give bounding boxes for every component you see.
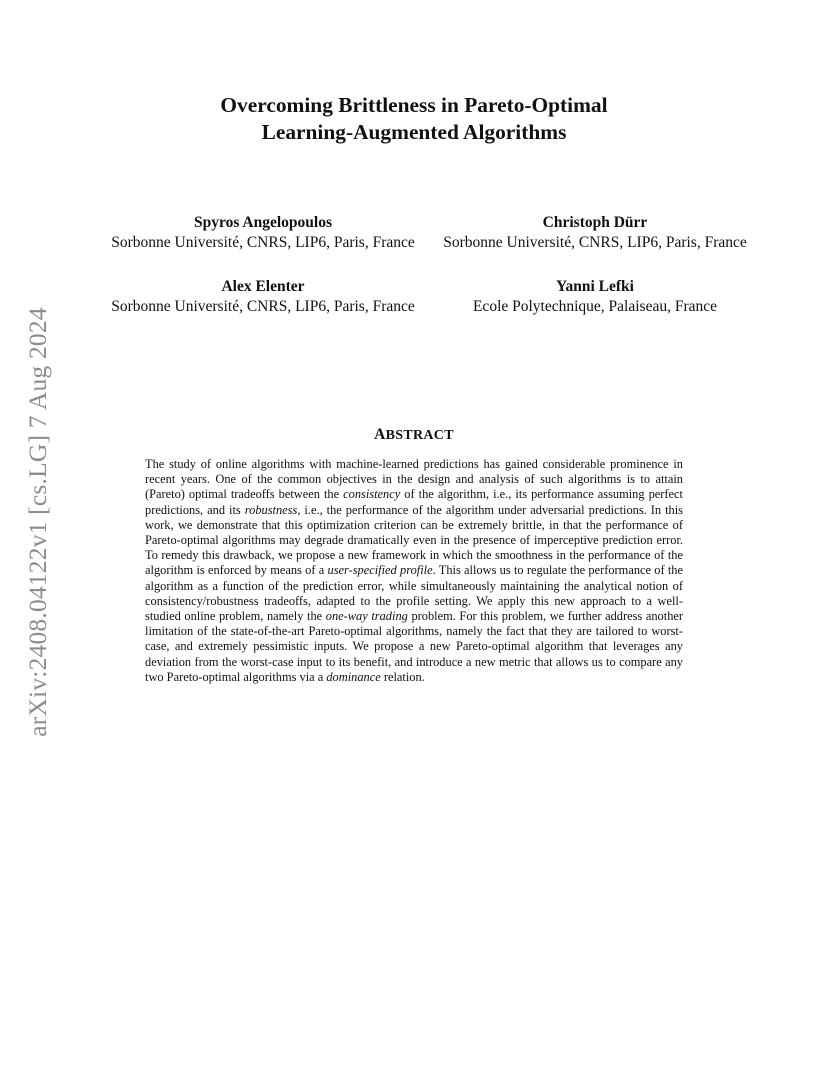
author-affiliation: Sorbonne Université, CNRS, LIP6, Paris, France bbox=[111, 298, 415, 315]
abstract-text: . This allows us to regulate the performance of the algorithm as a function of the prediction error, while simultaneously maintaining the analytical notion of consistency/robustness tradeoffs, adapted to the profile setting. We apply this new approach to a well-studied online problem, namely the bbox=[145, 563, 683, 624]
author-block-1 bbox=[98, 213, 428, 253]
abstract-paragraph bbox=[145, 457, 683, 685]
abstract-text: of the algorithm, i.e., its performance assuming perfect predictions, and its bbox=[145, 487, 683, 517]
abstract-text: relation. bbox=[380, 669, 425, 684]
abstract-emphasis: user-specified profile bbox=[327, 563, 433, 578]
title-line-2: Learning-Augmented Algorithms bbox=[261, 120, 567, 144]
author-affiliation: Ecole Polytechnique, Palaiseau, France bbox=[472, 298, 718, 315]
arxiv-side-watermark: arXiv:2408.04122v1 [cs.LG] 7 Aug 2024 bbox=[23, 307, 52, 737]
abstract-heading bbox=[0, 426, 828, 444]
author-block-4 bbox=[430, 277, 760, 317]
author-affiliation: Sorbonne Université, CNRS, LIP6, Paris, France bbox=[443, 234, 747, 251]
abstract-heading-rest: BSTRACT bbox=[385, 428, 454, 443]
abstract-emphasis: robustness bbox=[244, 502, 298, 517]
abstract-emphasis: dominance bbox=[326, 669, 381, 684]
author-block-2 bbox=[430, 213, 760, 253]
abstract-emphasis: one-way trading bbox=[325, 609, 408, 624]
author-name: Alex Elenter bbox=[221, 278, 305, 295]
abstract-body bbox=[145, 457, 683, 685]
paper-title bbox=[0, 92, 828, 146]
abstract-emphasis: consistency bbox=[343, 487, 401, 502]
abstract-heading-cap: A bbox=[374, 426, 386, 443]
abstract-text: The study of online algorithms with machine-learned predictions has gained considerable prominence in recent years. One of the common objectives in the design and analysis of such algorithms is to attain (Pareto) optimal tradeoffs between the bbox=[145, 457, 683, 502]
author-name: Christoph Dürr bbox=[542, 214, 648, 231]
author-affiliation: Sorbonne Université, CNRS, LIP6, Paris, France bbox=[111, 234, 415, 251]
author-name: Spyros Angelopoulos bbox=[194, 214, 332, 231]
abstract-text: , i.e., the performance of the algorithm under adversarial predictions. In this work, we demonstrate that this optimization criterion can be extremely brittle, in that the performance of Pareto-optimal algorithms may degrade dramatically even in the presence of imperceptive prediction error. To remedy this drawback, we propose a new framework in which the smoothness in the performance of the algorithm is enforced by means of a bbox=[145, 502, 684, 578]
author-name: Yanni Lefki bbox=[556, 278, 634, 295]
title-line-1: Overcoming Brittleness in Pareto-Optimal bbox=[220, 93, 608, 117]
author-block-3 bbox=[98, 277, 428, 317]
abstract-text: problem. For this problem, we further address another limitation of the state-of-the-art Pareto-optimal algorithms, namely the fact that they are tailored to worst-case, and extremely pessimistic inputs. We propose a new Pareto-optimal algorithm that leverages any deviation from the worst-case input to its benefit, and introduce a new metric that allows us to compare any two Pareto-optimal algorithms via a bbox=[145, 609, 684, 684]
